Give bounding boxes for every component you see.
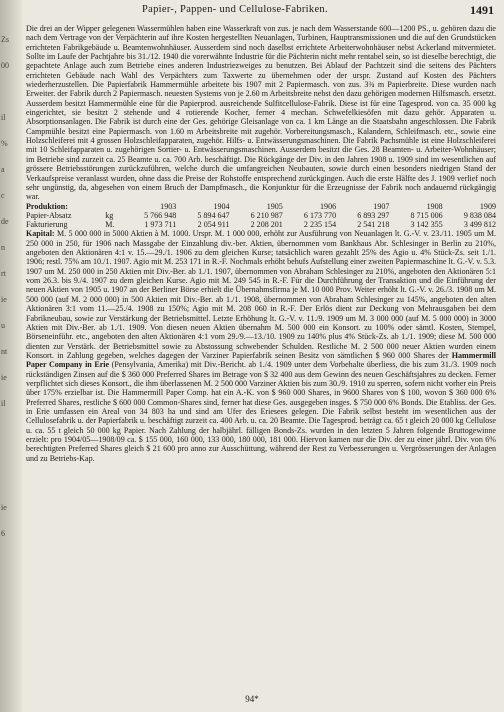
- gutter-fragment: de: [1, 217, 9, 226]
- gutter-fragment: %: [1, 139, 8, 148]
- capital-label: Kapital:: [26, 229, 55, 239]
- article-body: [26, 24, 496, 463]
- year-cell: 1907: [373, 201, 390, 211]
- gutter-fragment: nt: [1, 347, 8, 356]
- row-unit: kg: [105, 210, 114, 220]
- paragraph-facilities: Die drei an der Wipper gelegenen Wassermühlen haben eine Wasserkraft von zus. je nach dem Wasserstande 600—1200 PS., u. gehören dazu die nach dem Vertrage von der Verpächterin auf ihre Kosten hergestellten Neuanlagen, Turbinen, Hauptransmissionen und die auf den Grundstücken errichteten Fabrikgebäude u. Beamtenwohnhäuser. Ausserdem sind noch daselbst errichtete Arbeiterwohnhäuser nebst Ackerland mitvermietet. Sollte im Laufe der Pachtjahre bis 31./12. 1940 die vorerwähnte Industrie für die Pächterin nicht mehr rentabel sein, so ist dieselbe berechtigt, die gepachtete Anlage auch zum Betriebe eines anderen Industriezweiges zu benutzen. Bei Ablauf der Pachtzeit sind die seitens des Pächters errichteten Gebäude nach Wahl des Verpächters zum Taxwerte zu übernehmen oder der urspr. Zustand auf Kosten des Pächters wiederherzustellen. Die Papierfabrik Hammermühle arbeitete bis 1907 mit 2 Papiermasch. von zus. 3¾ m Papierbreite. Diese wurden nach Erweiter. der Fabrik durch 2 Papiermasch. neuesten Systems von je 2.60 m Arbeitsbreite nebst den dazu gehörigen modernen Hilfsmasch. ersetzt. Ausserdem besitzt Hammermühle eine für die Papierprod. ausreichende Sulfitcellulose-Fabrik. Diese ist für eine Tagesprod. von ca. 35 000 kg eingerichtet, sie besitzt 2 stehende und 4 rotierende Kocher, ferner 4 mechan. Schwefelkiesöfen mit dazu gehör. Apparaten u. Absorptionsanlagen. Die Fabrik ist durch eine der Ges. gehörige Gleisanlage von ca. 1 km Länge an die Staatsbahn angeschlossen. Die Fabrik Campmühle besitzt eine Papiermasch. von 1.60 m Arbeitsbreite mit zugehör. Vorbereitungsmasch., Kalandern, Schleifmasch. etc., sowie eine Holzschleiferei mit 4 grossen Holzschleifapparaten, zugehör. Hilfs- u. Entwässerungsmaschinen. Die Fabrik Pachsmühle ist eine Holzschleiferei mit 10 Schleifapparaten u. zugehörigen Sortier- u. Entwässerungsmaschinen. Ausserdem besitzt die Ges. 28 Beamten- u. Arbeiter-Wohnhäuser; im Betriebe sind zurzeit ca. 25 Beamte u. ca. 700 Arb. beschäftigt. Die Rückgänge der Div. in den Jahren 1908 u. 1909 sind im wesentlichen auf grössere Betriebsstörungen zurückzuführen, welche durch die umfangreichen Neubauten, sowie durch einen besonders niedrigen Stand der Verkaufspreise veranlasst wurden, ohne dass die Preise der Rohstoffe entsprechend zurückgingen. Auch die erste Hälfte des J. 1909 verlief noch sehr ungünstig, da, abgesehen von einem Bruch der Dampfmasch., die Konjunktur für die Erzeugnisse der Fabrik noch andauernd rückgängig war.: [26, 24, 496, 202]
- gutter-fragment: ie: [1, 373, 7, 382]
- value-cell: 5 894 647: [197, 210, 230, 220]
- page-header: [22, 4, 494, 18]
- gutter-fragment: 6: [1, 529, 5, 538]
- value-cell: 2 541 218: [357, 220, 390, 230]
- gutter-fragment: a: [1, 165, 5, 174]
- year-cell: 1906: [320, 201, 337, 211]
- row-label: Papier-Absatz: [26, 210, 72, 220]
- value-cell: 5 766 948: [144, 210, 177, 220]
- table-row: [26, 211, 496, 220]
- gutter-fragment: 00: [1, 61, 9, 70]
- year-cell: 1905: [266, 201, 283, 211]
- year-cell: 1904: [213, 201, 230, 211]
- capital-text-a: M. 5 000 000 in 5000 Aktien à M. 1000. Urspr. M. 1 000 000, erhöht zur Ausführung von Neuanlagen lt. G.-V. v. 23./11. 1905 um M. 250 000 in 250, für 1906 nach Massgabe der Einzahlung div.-ber. Aktien, übernommen vom Bankhaus Abr. Schlesinger in Berlin zu 210%, angeboten den Aktionären 4:1 v. 15.—29./1. 1906 zu dem gleichen Kurse; tatsächlich waren gezahlt 25% des Agio u. 4% Stück-Zs. seit 1./1. 1906; restl. 75% am 10./1. 1907. Agio mit M. 253 171 in R.-F. Nochmals erhöht behufs Aufstellung einer zweiten Papiermaschine lt. G.-V. v. 5.3. 1907 um M. 250 000 in 250 Aktien mit Div.-Ber. ab 1./1. 1907, übernommen von Abraham Schlesinger zu 210%, angeboten den Aktionären 5:1 vom 26.3. bis 9./4. 1907 zu dem gleichen Kurse. Agio mit M. 249 545 in R.-F. Für die Durchführung der Transaktion und die Einführung der neuen Aktien von 1905 u. 1907 an der Berliner Börse erhielt die Übernahmsfirma je M. 10 000 Prov. Weiter erhöht lt. G.-V. v. 26./3. 1908 um M. 500 000 (auf M. 2 000 000) in 500 Aktien mit Div.-Ber. ab 1./1. 1908, übernommen von Abraham Schlesinger zu 145%, angeboten den alten Aktionären 3:1 vom 11.—25./4. 1908 zu 150%; Agio mit M. 208 060 in R.-F. Der Erlös dient zur Deckung von Mehrausgaben bei dem Fabrikneubau, sowie zur Verstärkung der Betriebsmittel. Letzte Erhöhung lt. G.-V. v. 11./9. 1909 um M. 3 000 000 (auf M. 5 000 000) in 3000 Aktien mit Div.-Ber. ab 1./1. 1909. Von diesen neuen Aktien übernahm M. 500 000 ein Konsort. zu 100% oder sämtl. Kosten, Stempel, Börseneinführ. etc., angeboten den alten Aktionären 4:1 vom 29./9.—13./10. 1909 zu 140% plus 4% Stück-Zs. ab 1./1. 1909; diese M. 500 000 dienten zur Verstärk. der Betriebsmittel sowie zu Abstossung schwebender Schulden. Restliche M. 2 500 000 neuer Aktien wurden einem Konsort. in Zahlung gegeben, welches dagegen der Varziner Papierfabrik seinen Besitz von sämtlichen $ 960 000 Shares der: [26, 229, 496, 360]
- table-row: [26, 220, 496, 229]
- value-cell: 6 173 770: [303, 210, 337, 220]
- production-header-row: [26, 202, 496, 211]
- gutter-fragment: ie: [1, 503, 7, 512]
- gutter-fragment: c: [1, 191, 5, 200]
- year-cell: 1909: [479, 201, 496, 211]
- production-label: Produktion:: [26, 201, 68, 211]
- value-cell: 3 142 355: [410, 220, 443, 230]
- row-unit: M.: [105, 220, 115, 230]
- value-cell: 1 973 711: [144, 220, 177, 230]
- running-title: Papier-, Pappen- und Cellulose-Fabriken.: [142, 4, 328, 15]
- page-number: 1491: [470, 3, 494, 17]
- hammermill-company-name: Hammermill Paper Company in Erie: [26, 350, 496, 370]
- gutter-fragment: u: [1, 321, 5, 330]
- gutter-fragment: n: [1, 243, 5, 252]
- production-table: [26, 202, 496, 230]
- row-label: Fakturierung: [26, 220, 68, 230]
- value-cell: 3 499 812: [463, 220, 496, 230]
- gutter-fragment: il: [1, 399, 6, 408]
- value-cell: 9 838 084: [463, 210, 496, 220]
- value-cell: 8 715 006: [410, 210, 443, 220]
- facing-page-gutter: [0, 0, 22, 712]
- paragraph-capital: [26, 229, 496, 463]
- value-cell: 2 054 911: [197, 220, 230, 230]
- gutter-fragment: ie: [1, 295, 7, 304]
- value-cell: 2 208 201: [250, 220, 283, 230]
- gutter-fragment: Zs: [1, 35, 9, 44]
- gutter-fragment: rt: [1, 269, 6, 278]
- year-cell: 1908: [426, 201, 443, 211]
- value-cell: 2 235 154: [303, 220, 337, 230]
- signature-mark: 94*: [245, 694, 259, 704]
- capital-text-b: (Pensylvania, Amerika) mit Div.-Bericht. ab 1./4. 1909 unter dem Vorbehalte überliess, die bis zum 31./3. 1909 noch rückständigen Zinsen auf die $ 360 000 Preferred Shares im Betrage von $ 32 400 aus dem Gewinn des neuen Geschäftsjahres zu decken. Ferner verpflichtet sich dieses Konsort., die ihm überlassenen M. 2 500 000 Varziner Aktien bis zum 30./9. 1910 zu sperren, sofern nicht vorher ein Preis über 175% erzielbar ist. Die Hammermill Paper Comp. hat ein A.-K. von $ 960 000 Shares, in 9600 Shares von $ 100, wovon $ 360 000 6% Preferred Shares, restliche $ 600 000 Common-Shares sind, ferner hat diese Ges. ausgegeben insges. $ 750 000 6% Bonds. Die Etabliss. der Ges. in Erie umfassen ein Areal von 34 803 ha und sind am Ufer des Eriesees gelegen. Die Fabrik selbst besteht im wesentlichen aus der Cellulosefabrik u. der Papierfabrik u. beschäftigt zurzeit ca. 400 Arb. u. ca. 20 Beamte. Die Tagesprod. beträgt ca. 65 t gleich 20 000 kg Cellulose u. ca. 55 t gleich 50 000 kg Papier. Nach Zahlung der halbjährl. fälligen Bonds-Zs. wurden in den letzten 5 Jahren folgende Bruttogewinne erzielt: pro 1904/05—1908/09 ca. $ 155 000, 160 000, 133 000, 180 000, 181 000. Hiervon kamen nur die Div. der zu einer jährl. Div. von 6% berechtigten Preferred Shares gleich $ 21 600 pro anno zur Ausschüttung, während der Rest zu Verbesserungen u. Vergrösserungen der Anlagen und zu Betriebs-Kap.: [26, 360, 496, 463]
- value-cell: 6 893 297: [357, 210, 390, 220]
- gutter-fragment: il: [1, 113, 6, 122]
- year-cell: 1903: [160, 201, 177, 211]
- value-cell: 6 210 987: [250, 210, 283, 220]
